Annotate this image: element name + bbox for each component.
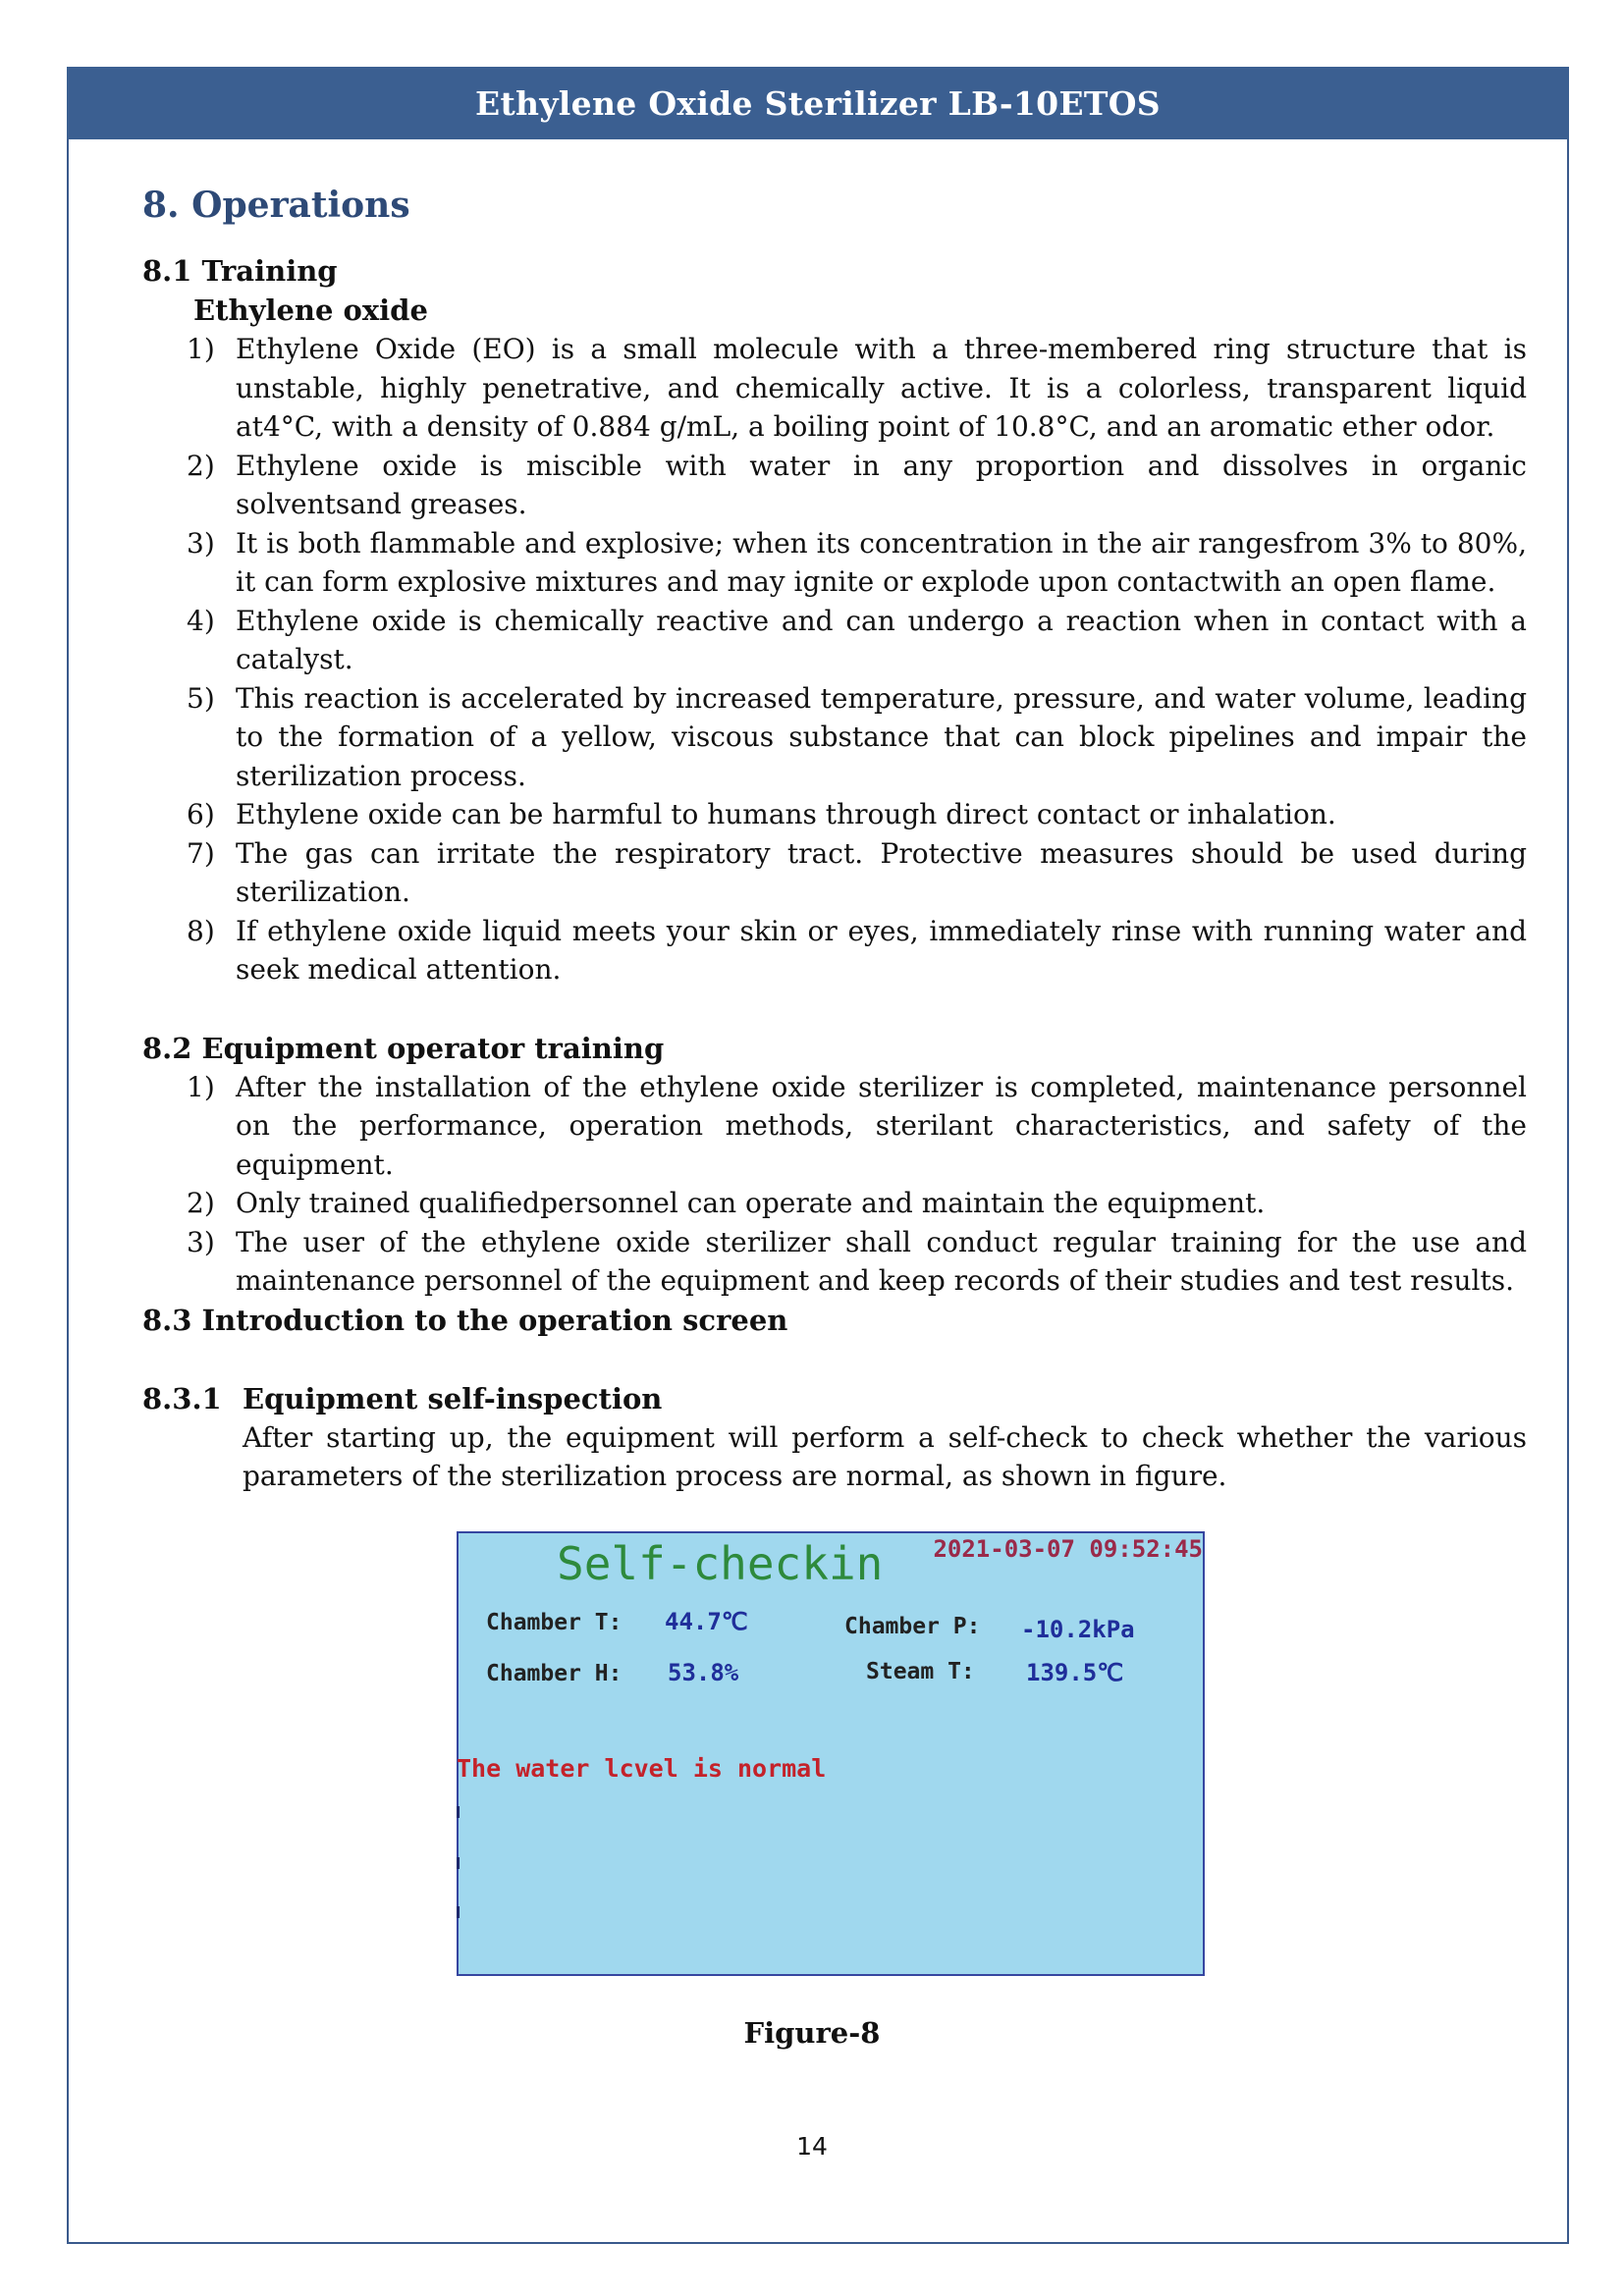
self-check-screen-image: [457, 1531, 1205, 1976]
ethylene-oxide-subheading: Ethylene oxide: [193, 294, 428, 327]
list-item: [187, 912, 1527, 989]
list-item: [187, 1223, 1527, 1301]
self-inspection-heading: [142, 1379, 1527, 1418]
list-item-number: 3): [187, 1225, 215, 1258]
list-item-number: 8): [187, 914, 215, 947]
list-item-text: Only trained qualifiedpersonnel can operate and maintain the equipment.: [236, 1187, 1266, 1219]
list-item-text: This reaction is accelerated by increased temperature, pressure, and water volume, leading to the formation of a yellow, viscous substance that can block pipelines and impair the sterilization process.: [236, 681, 1527, 792]
list-item-number: 2): [187, 1187, 215, 1219]
section-title-text: Operations: [191, 185, 410, 226]
operation-screen-heading: 8.3 Introduction to the operation screen: [142, 1303, 788, 1337]
list-item-text: The user of the ethylene oxide sterilizer shall conduct regular training for the use and maintenance personnel of the equipment and keep records of their studies and test results.: [236, 1225, 1527, 1297]
chamber-p-label: Chamber P:: [844, 1614, 981, 1639]
list-item: [187, 524, 1527, 602]
list-item-number: 4): [187, 604, 215, 637]
self-inspection-number: 8.3.1: [142, 1381, 222, 1415]
screen-edge-mark: [457, 1806, 460, 1818]
list-item-text: Ethylene Oxide (EO) is a small molecule with a three-membered ring structure that is unstable, highly penetrative, and chemically active. It is a colorless, transparent liquid at4°C, with a density of 0.884 g/mL, a boiling point of 10.8°C, and an aromatic ether odor.: [236, 333, 1527, 443]
list-item: [187, 679, 1527, 796]
steam-t-label: Steam T:: [866, 1659, 975, 1684]
list-item: [187, 834, 1527, 912]
operator-training-heading: 8.2 Equipment operator training: [142, 1031, 665, 1065]
chamber-t-value: 44.7℃: [665, 1608, 748, 1635]
list-item-text: The gas can irritate the respiratory tract. Protective measures should be used during sterilization.: [236, 836, 1527, 908]
list-item-text: It is both flammable and explosive; when its concentration in the air rangesfrom 3% to 80%, it can form explosive mixtures and may ignite or explode upon contactwith an open flame.: [236, 526, 1527, 598]
list-item-text: Ethylene oxide is miscible with water in any proportion and dissolves in organic solventsand greases.: [236, 449, 1527, 520]
training-list: [187, 330, 1527, 989]
chamber-t-label: Chamber T:: [486, 1610, 623, 1635]
steam-t-value: 139.5℃: [1026, 1659, 1124, 1686]
chamber-p-value: -10.2kPa: [1021, 1616, 1135, 1643]
figure-caption: Figure-8: [743, 2016, 881, 2050]
page-content: [142, 185, 1527, 1496]
water-level-message: The water lcvel is normal: [457, 1754, 827, 1783]
page-number: 14: [796, 2132, 828, 2161]
section-number: 8.: [142, 185, 180, 226]
list-item-number: 1): [187, 1070, 215, 1103]
self-inspection-title: Equipment self-inspection: [243, 1381, 663, 1415]
list-item-text: Ethylene oxide can be harmful to humans through direct contact or inhalation.: [236, 798, 1336, 830]
list-item-number: 5): [187, 681, 215, 715]
list-item: [187, 447, 1527, 524]
list-item-number: 2): [187, 449, 215, 482]
list-item-text: Ethylene oxide is chemically reactive and can undergo a reaction when in contact with a catalyst.: [236, 604, 1527, 675]
operator-training-list: [187, 1068, 1527, 1301]
chamber-h-label: Chamber H:: [486, 1661, 623, 1686]
list-item: [187, 602, 1527, 679]
self-inspection-paragraph: After starting up, the equipment will perform a self-check to check whether the various parameters of the sterilization process are normal, as shown in figure.: [243, 1420, 1527, 1492]
screen-datetime: 2021-03-07 09:52:45: [933, 1535, 1203, 1563]
list-item-number: 1): [187, 333, 215, 365]
screen-edge-mark: [457, 1906, 460, 1918]
chamber-h-value: 53.8%: [668, 1659, 739, 1686]
list-item-text: After the installation of the ethylene oxide sterilizer is completed, maintenance personnel on the performance, operation methods, sterilant characteristics, and safety of the equipment.: [236, 1070, 1527, 1181]
section-title: [142, 185, 1527, 226]
list-item-number: 7): [187, 836, 215, 870]
training-heading: 8.1 Training: [142, 254, 338, 288]
list-item-number: 3): [187, 526, 215, 560]
list-item: [187, 330, 1527, 447]
screen-title: Self-checkin: [557, 1537, 884, 1590]
list-item-text: If ethylene oxide liquid meets your skin or eyes, immediately rinse with running water and seek medical attention.: [236, 914, 1527, 986]
header-title: Ethylene Oxide Sterilizer LB-10ETOS: [475, 83, 1161, 123]
list-item: [187, 795, 1527, 834]
list-item: [187, 1184, 1527, 1223]
screen-edge-mark: [457, 1857, 460, 1869]
list-item-number: 6): [187, 798, 215, 830]
page-header: [67, 67, 1569, 139]
list-item: [187, 1068, 1527, 1185]
